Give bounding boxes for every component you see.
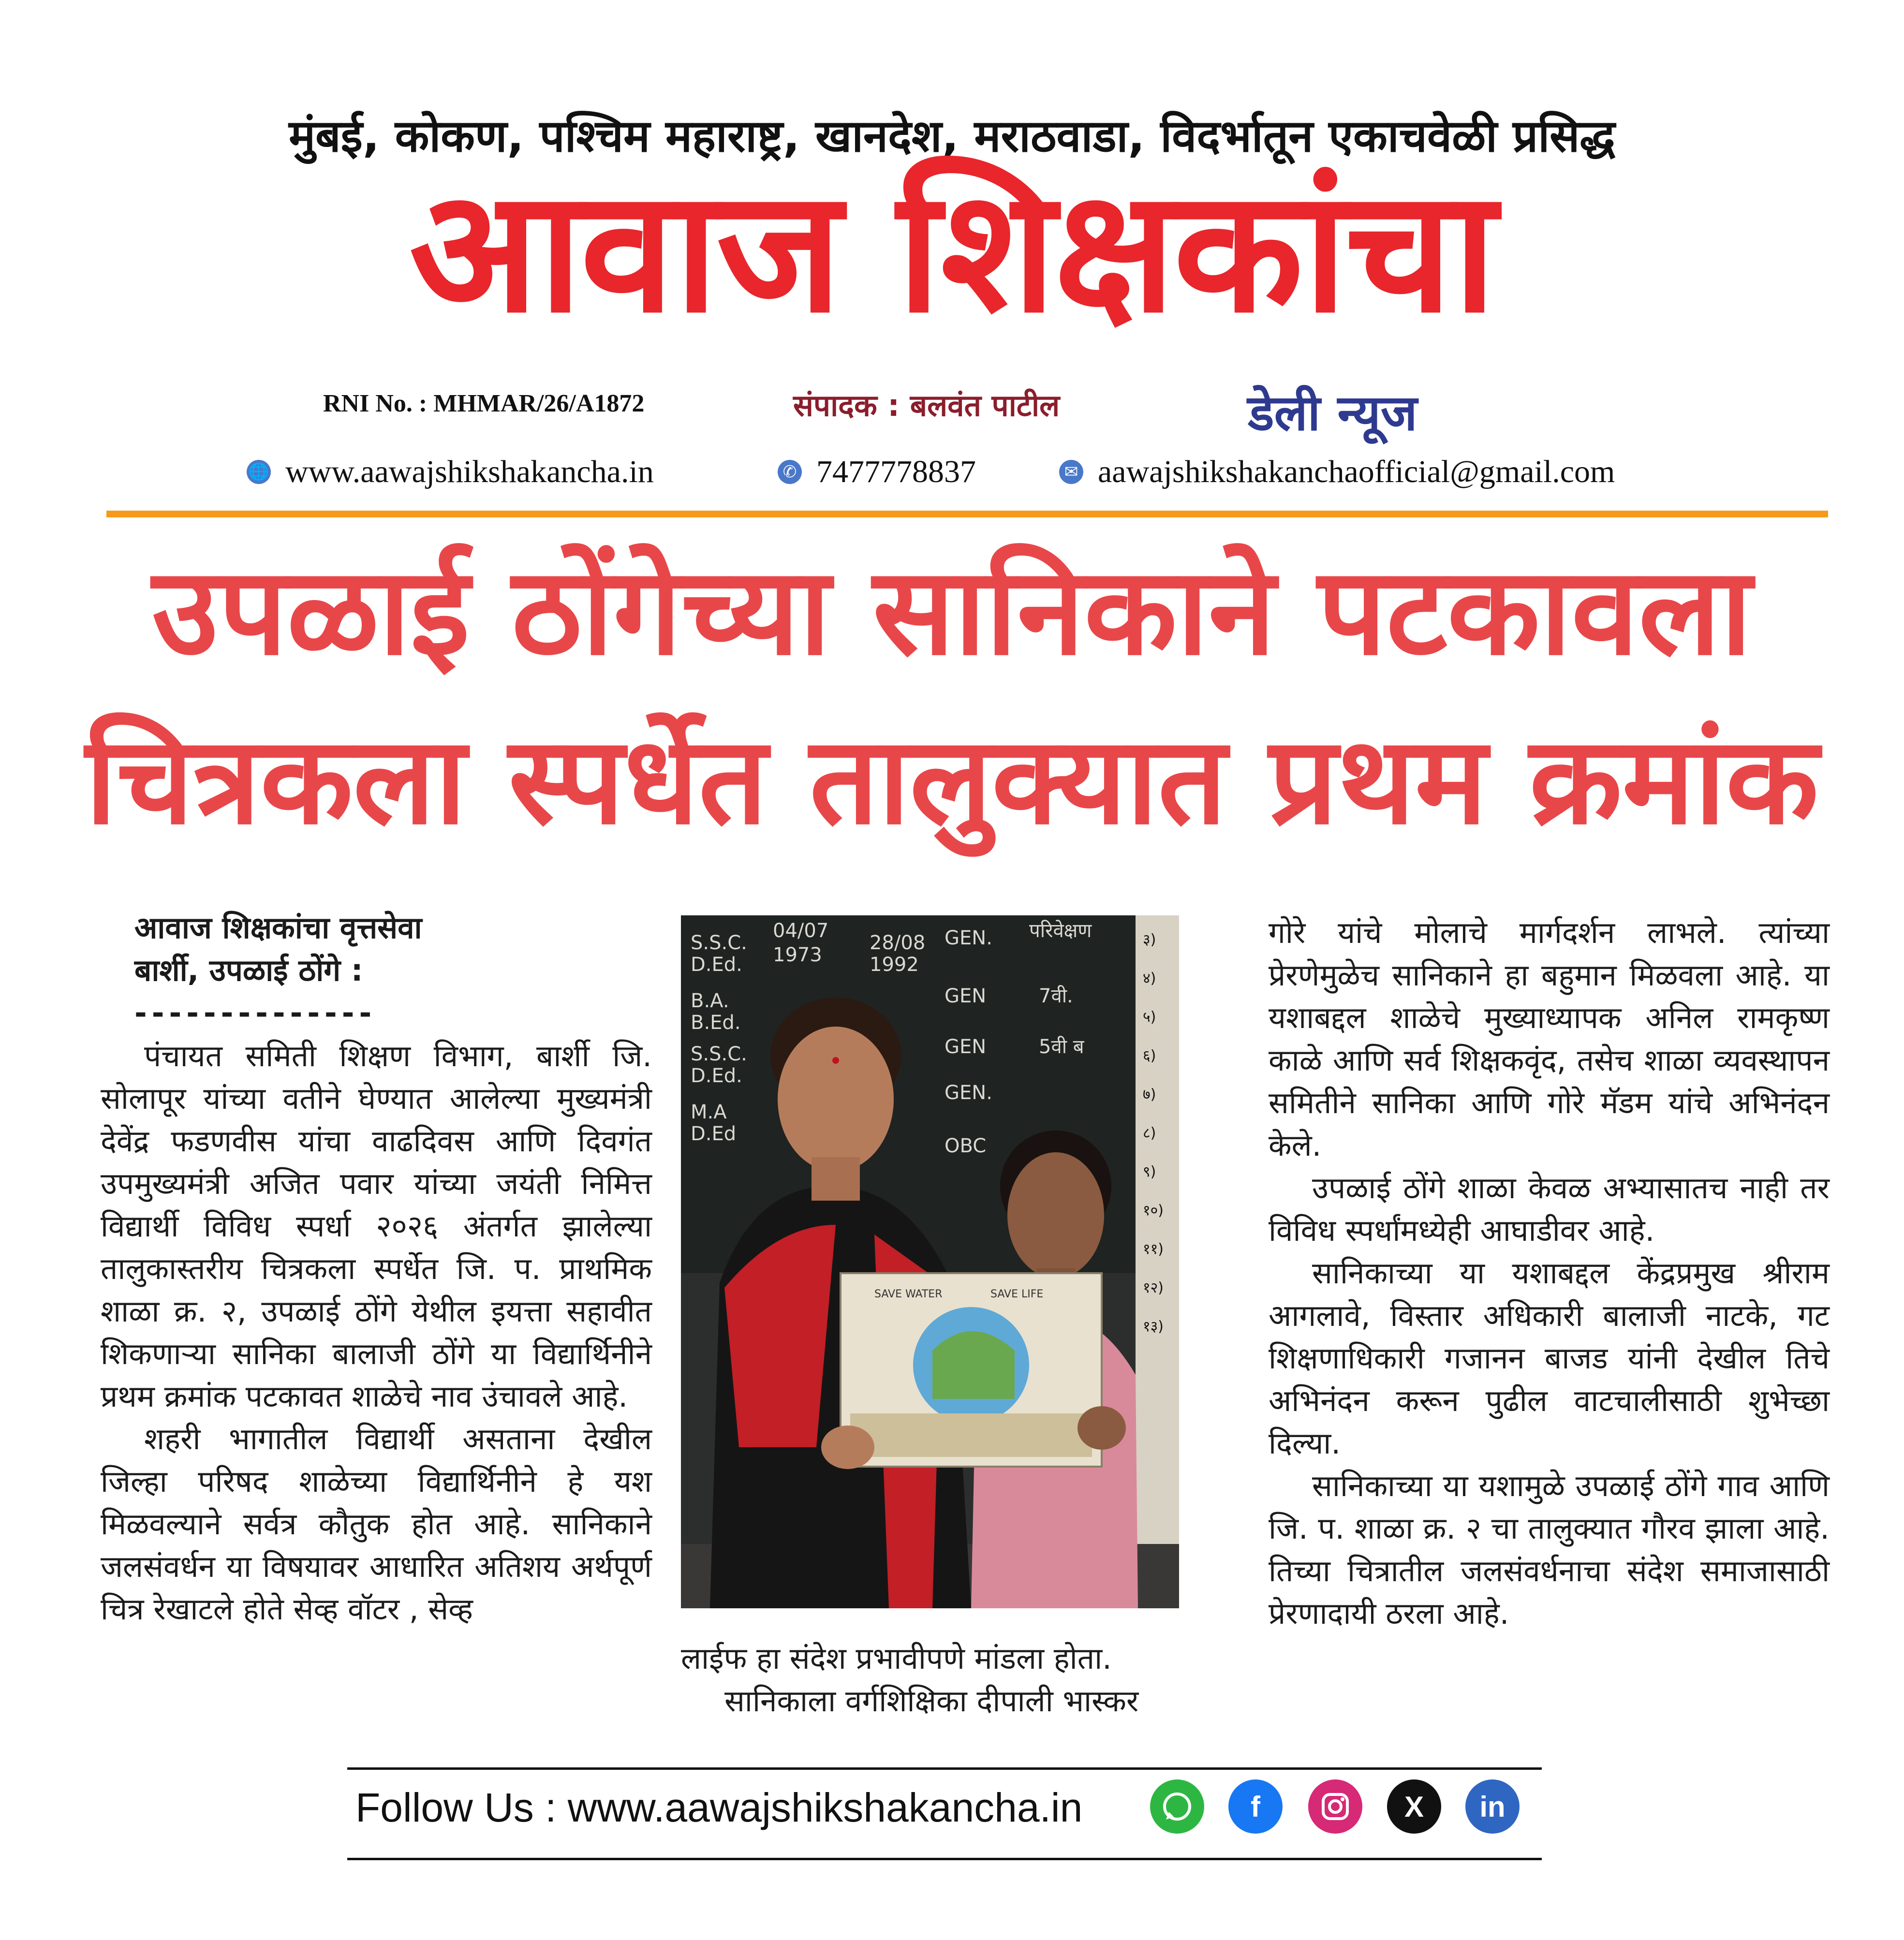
paragraph-line: लाईफ हा संदेश प्रभावीपणे मांडला होता. <box>681 1641 1112 1676</box>
header-divider <box>106 511 1828 517</box>
board-number: ६) <box>1143 1047 1156 1064</box>
paragraph: सानिकाच्या या यशामुळे उपळाई ठोंगे गाव आणि जि. प. शाळा क्र. २ चा तालुक्यात गौरव झाला आहे. तिच्या चित्रातील जलसंवर्धनाचा संदेश समाजासाठी प्रेरणादायी ठरला आहे. <box>1269 1468 1830 1631</box>
board-number: ८) <box>1143 1125 1156 1142</box>
byline <box>134 907 422 1034</box>
phone-number[interactable]: 7477778837 <box>816 454 976 489</box>
board-text: 5वी ब <box>1039 1036 1084 1058</box>
board-number: ३) <box>1143 931 1156 948</box>
board-text: GEN. <box>945 927 992 949</box>
board-text: GEN. <box>945 1082 992 1104</box>
board-number: ५) <box>1143 1009 1156 1026</box>
phone-icon: ✆ <box>778 460 802 484</box>
board-number: १०) <box>1143 1202 1164 1219</box>
board-text: परिवेक्षण <box>1029 920 1092 942</box>
board-text: GEN <box>945 1036 987 1058</box>
editor-name: संपादक : बलवंत पाटील <box>793 388 1060 423</box>
headline-line-1: उपळाई ठोंगेच्या सानिकाने पटकावला <box>152 541 1752 682</box>
board-number: १२) <box>1143 1279 1164 1296</box>
board-number: ११) <box>1143 1241 1164 1258</box>
article-column-1 <box>101 1035 652 1631</box>
footer-divider-bottom <box>347 1858 1542 1860</box>
drawing-text: SAVE LIFE <box>990 1288 1044 1300</box>
byline-agency: आवाज शिक्षकांचा वृत्तसेवा <box>134 910 422 945</box>
board-text: 1992 <box>870 954 919 976</box>
rni-number: RNI No. : MHMAR/26/A1872 <box>323 390 645 417</box>
board-text: D.Ed. <box>691 954 742 976</box>
board-text: M.A <box>691 1101 727 1123</box>
board-text: OBC <box>945 1135 987 1157</box>
phone-contact[interactable] <box>778 454 976 490</box>
board-text: 28/08 <box>870 932 926 954</box>
website-contact[interactable] <box>247 454 654 490</box>
headline-line-2: चित्रकला स्पर्धेत तालुक्यात प्रथम क्रमांक <box>85 710 1819 851</box>
byline-dashes: -------------- <box>134 995 377 1030</box>
website-link[interactable]: www.aawajshikshakancha.in <box>285 454 654 489</box>
board-number: ७) <box>1143 1086 1156 1103</box>
tagline: मुंबई, कोकण, पश्चिम महाराष्ट्र, खानदेश, मराठवाडा, विदर्भातून एकाचवेळी प्रसिद्ध <box>289 110 1615 162</box>
article-column-3 <box>1269 911 1830 1635</box>
board-text: S.S.C. <box>691 932 747 954</box>
article-photo <box>681 915 1179 1608</box>
email-address[interactable]: aawajshikshakanchaofficial@gmail.com <box>1098 454 1615 489</box>
board-text: 04/07 <box>773 920 829 942</box>
mail-icon: ✉ <box>1059 460 1083 484</box>
x-icon[interactable]: X <box>1387 1779 1441 1834</box>
board-text: D.Ed. <box>691 1065 742 1087</box>
paragraph-line: सानिकाला वर्गशिक्षिका दीपाली भास्कर <box>724 1683 1139 1719</box>
whatsapp-icon[interactable] <box>1150 1779 1204 1834</box>
article-column-2 <box>681 1637 1227 1722</box>
paragraph: सानिकाच्या या यशाबद्दल केंद्रप्रमुख श्रीराम आगलावे, विस्तार अधिकारी बालाजी नाटके, गट शिक्षणाधिकारी गजानन बाजड यांनी देखील तिचे अभिनंदन करून पुढील वाटचालीसाठी शुभेच्छा दिल्या. <box>1269 1255 1830 1461</box>
board-number: ४) <box>1143 970 1156 987</box>
follow-us-text[interactable]: Follow Us : www.aawajshikshakancha.in <box>355 1785 1083 1830</box>
email-contact[interactable] <box>1059 454 1615 490</box>
instagram-icon[interactable] <box>1308 1779 1362 1834</box>
masthead-title: आवाज शिक्षकांचा <box>409 153 1495 350</box>
board-number: १३) <box>1143 1318 1164 1335</box>
paragraph: पंचायत समिती शिक्षण विभाग, बार्शी जि. सोलापूर यांच्या वतीने घेण्यात आलेल्या मुख्यमंत्री देवेंद्र फडणवीस यांचा वाढदिवस आणि दिवगंत उपमुख्यमंत्री अजित पवार यांच्या जयंती निमित्त विद्यार्थी विविध स्पर्धा २०२६ अंतर्गत झालेल्या तालुकास्तरीय चित्रकला स्पर्धेत जि. प. प्राथमिक शाळा क्र. २, उपळाई ठोंगे येथील इयत्ता सहावीत शिकणाऱ्या सानिका बालाजी ठोंगे या विद्यार्थिनीने प्रथम क्रमांक पटकावत शाळेचे नाव उंचावले आहे. <box>101 1038 652 1414</box>
board-text: D.Ed <box>691 1123 737 1145</box>
board-text: 7वी. <box>1039 985 1073 1007</box>
globe-icon: 🌐 <box>247 460 271 484</box>
board-text: B.Ed. <box>691 1012 741 1034</box>
board-number: ९) <box>1143 1163 1156 1180</box>
daily-news-label: डेली न्यूज <box>1248 384 1417 442</box>
board-text: GEN <box>945 985 987 1007</box>
facebook-icon[interactable]: f <box>1228 1779 1283 1834</box>
paragraph: गोरे यांचे मोलाचे मार्गदर्शन लाभले. त्यांच्या प्रेरणेमुळेच सानिकाने हा बहुमान मिळवला आहे. या यशाबद्दल शाळेचे मुख्याध्यापक अनिल रामकृष्ण काळे आणि सर्व शिक्षकवृंद, तसेच शाळा व्यवस्थापन समितीने सानिका आणि गोरे मॅडम यांचे अभिनंदन केले. <box>1269 915 1830 1163</box>
paragraph: शहरी भागातील विद्यार्थी असताना देखील जिल्हा परिषद शाळेच्या विद्यार्थिनीने हे यश मिळवल्याने सर्वत्र कौतुक होत आहे. सानिकाने जलसंवर्धन या विषयावर आधारित अतिशय अर्थपूर्ण चित्र रेखाटले होते सेव्ह वॉटर , सेव्ह <box>101 1421 652 1627</box>
footer-divider-top <box>347 1767 1542 1770</box>
linkedin-icon[interactable]: in <box>1465 1779 1520 1834</box>
photo-illustration <box>681 915 1179 1608</box>
board-text: 1973 <box>773 944 822 966</box>
board-text: B.A. <box>691 990 729 1012</box>
board-text: S.S.C. <box>691 1043 747 1065</box>
paragraph: उपळाई ठोंगे शाळा केवळ अभ्यासातच नाही तर विविध स्पर्धांमध्येही आघाडीवर आहे. <box>1269 1170 1830 1248</box>
drawing-text: SAVE WATER <box>874 1288 943 1300</box>
byline-place: बार्शी, उपळाई ठोंगे : <box>134 953 363 988</box>
